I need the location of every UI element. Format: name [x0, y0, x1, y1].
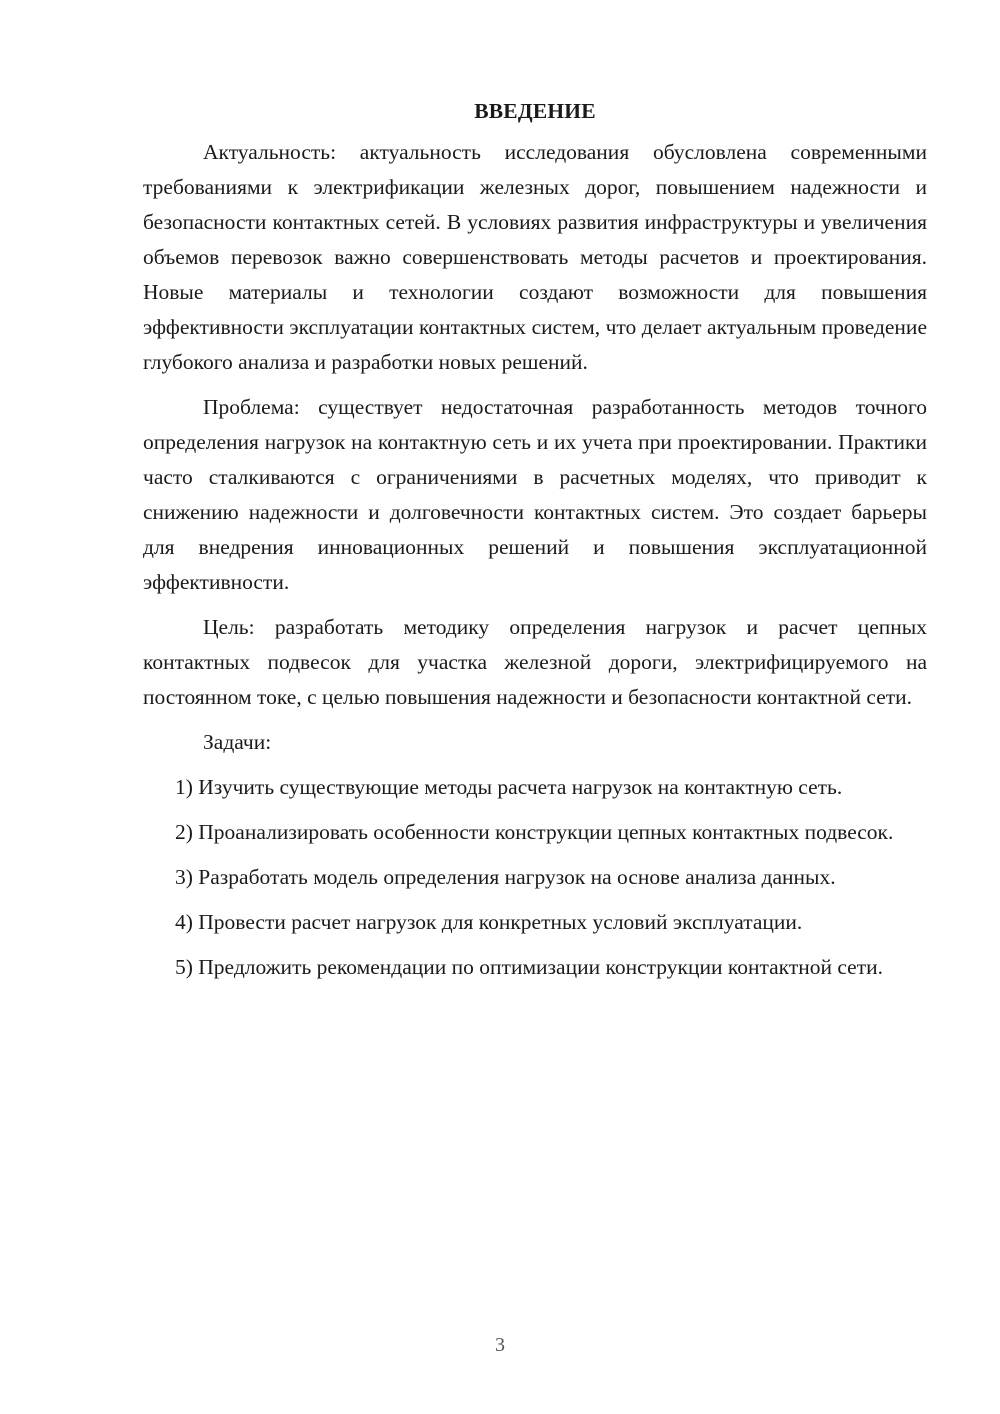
list-item: 5) Предложить рекомендации по оптимизации конструкции контактной сети. [175, 955, 883, 979]
list-item: 3) Разработать модель определения нагрузок на основе анализа данных. [175, 865, 836, 889]
list-item: 1) Изучить существующие методы расчета нагрузок на контактную сеть. [175, 775, 843, 799]
page-title: ВВЕДЕНИЕ [474, 99, 596, 123]
goal-paragraph: Цель: разработать методику определения нагрузок и расчет цепных контактных подвесок для участка железной дороги, электрифицируемого на постоянном токе, с целью повышения надежности и безопасности контактной сети. [143, 615, 927, 709]
list-item: 4) Провести расчет нагрузок для конкретных условий эксплуатации. [175, 910, 803, 934]
page-number: 3 [495, 1334, 505, 1356]
problem-paragraph: Проблема: существует недостаточная разработанность методов точного определения нагрузок на контактную сеть и их учета при проектировании. Практики часто сталкиваются с ограничениями в расчетных моделях, что приводит к снижению надежности и долговечности контактных систем. Это создает барьеры для внедрения инновационных решений и повышения эксплуатационной эффективности. [143, 395, 927, 594]
relevance-paragraph: Актуальность: актуальность исследования обусловлена современными требованиями к электрификации железных дорог, повышением надежности и безопасности контактных сетей. В условиях развития инфраструктуры и увеличения объемов перевозок важно совершенствовать методы расчетов и проектирования. Новые материалы и технологии создают возможности для повышения эффективности эксплуатации контактных систем, что делает актуальным проведение глубокого анализа и разработки новых решений. [143, 140, 927, 374]
tasks-label: Задачи: [203, 730, 272, 754]
list-item: 2) Проанализировать особенности конструкции цепных контактных подвесок. [175, 820, 894, 844]
tasks-list [143, 770, 927, 985]
document-page [143, 94, 927, 985]
